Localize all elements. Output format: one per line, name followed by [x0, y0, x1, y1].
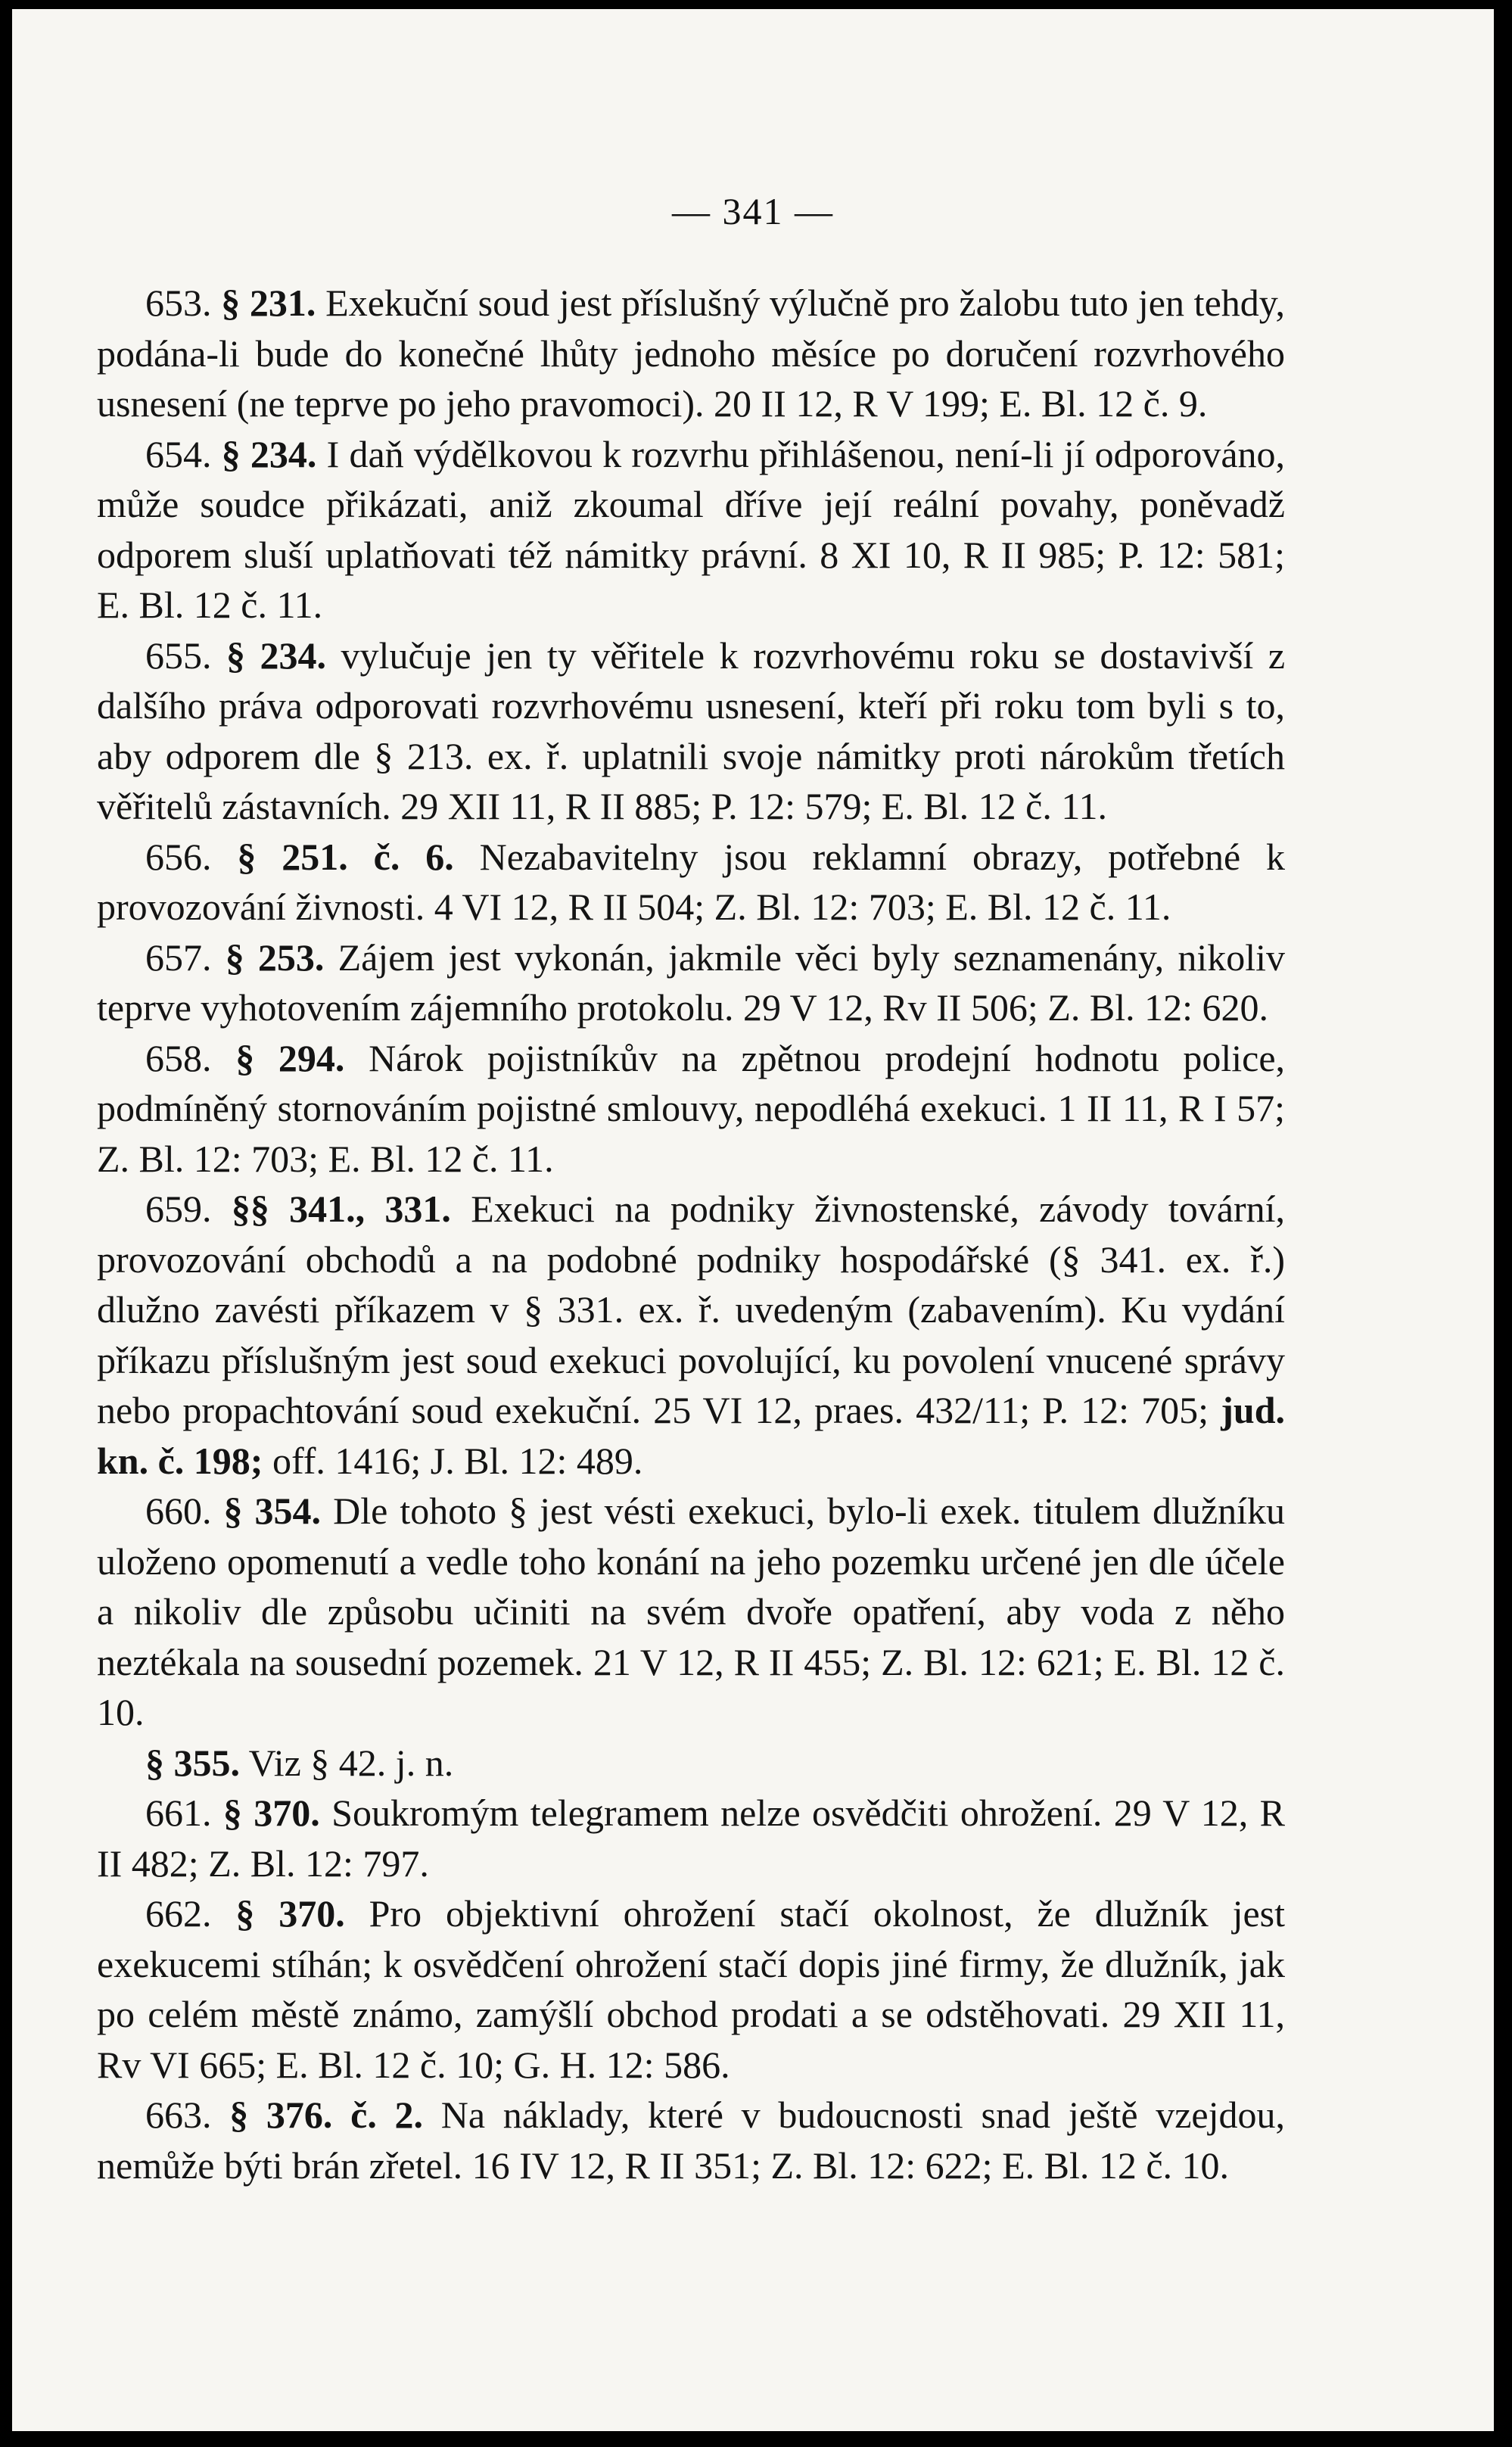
entry-number: 659.	[145, 1188, 212, 1230]
section-reference: § 234.	[221, 432, 317, 475]
entry-text: Soukromým telegramem nelze osvědčiti ohrožení. 29 V 12, R II 482; Z. Bl. 12: 797.	[97, 1792, 1286, 1885]
entry-text: Nárok pojistníkův na zpětnou prodejní hodnotu police, podmíněný stornováním pojistné smlouvy, nepodléhá exekuci. 1 II 11, R I 57; Z. Bl. 12: 703; E. Bl. 12 č. 11.	[97, 1036, 1286, 1180]
entry-number: 654.	[145, 432, 212, 475]
entry-659	[97, 1184, 1285, 1486]
entry-text: Viz § 42. j. n.	[248, 1741, 454, 1784]
entry-number: 653.	[145, 282, 212, 324]
entry-number: 663.	[145, 2094, 212, 2136]
entry-654	[97, 429, 1285, 630]
entry-657	[97, 932, 1285, 1033]
page-number: — 341 —	[672, 190, 834, 232]
entry-number: 656.	[145, 835, 212, 878]
entry-text: Pro objektivní ohrožení stačí okolnost, že dlužník jest exekucemi stíhán; k osvědčení ohrožení stačí dopis jiné firmy, že dlužník, jak po celém městě známo, zamýšlí obchod prodati a se odstěhovati. 29 XII 11, Rv VI 665; E. Bl. 12 č. 10; G. H. 12: 586.	[97, 1892, 1286, 2086]
book-page	[12, 9, 1494, 2431]
section-reference: § 294.	[235, 1036, 345, 1079]
section-reference: § 253.	[225, 936, 325, 979]
entry-number: 658.	[145, 1036, 212, 1079]
bold-reference: jud. kn. č. 198;	[97, 1389, 1285, 1482]
entry-text: Dle tohoto § jest vésti exekuci, bylo-li exek. titulem dlužníku uloženo opomenutí a vedle toho konání na jeho pozemku určené jen dle účele a nikoliv dle způsobu učiniti na svém dvoře opatření, aby voda z něho neztékala na sousední pozemek. 21 V 12, R II 455; Z. Bl. 12: 621; E. Bl. 12 č. 10.	[97, 1490, 1285, 1733]
entry-660	[97, 1486, 1285, 1738]
entry-text-continued: off. 1416; J. Bl. 12: 489.	[272, 1439, 643, 1482]
entry-661	[97, 1788, 1285, 1888]
entry-653	[97, 278, 1285, 429]
entry-text: Exekuci na podniky živnostenské, závody tovární, provozování obchodů a na podobné podniky hospodářské (§ 341. ex. ř.) dlužno zavésti příkazem v § 331. ex. ř. uvedeným (zabavením). Ku vydání příkazu příslušným jest soud exekuci povolující, ku povolení vnucené správy nebo propachtování soud exekuční. 25 VI 12, praes. 432/11; P. 12: 705;	[97, 1188, 1285, 1431]
entry-text: vylučuje jen ty věřitele k rozvrhovému roku se dostavivší z dalšího práva odporovati rozvrhovému usnesení, kteří při roku tom byli s to, aby odporem dle § 213. ex. ř. uplatnili svoje námitky proti nárokům třetích věřitelů zástavních. 29 XII 11, R II 885; P. 12: 579; E. Bl. 12 č. 11.	[97, 634, 1286, 827]
entry-662	[97, 1888, 1285, 2090]
entry-number: 655.	[145, 634, 212, 677]
entry-655	[97, 630, 1285, 832]
section-reference: § 370.	[235, 1892, 345, 1935]
page-body	[97, 278, 1285, 2190]
entry-663	[97, 2090, 1285, 2190]
entry-text: Zájem jest vykonán, jakmile věci byly seznamenány, nikoliv teprve vyhotovením zájemního protokolu. 29 V 12, Rv II 506; Z. Bl. 12: 620.	[97, 936, 1286, 1029]
entry-text: Nezabavitelny jsou reklamní obrazy, potřebné k provozování živnosti. 4 VI 12, R II 504; Z. Bl. 12: 703; E. Bl. 12 č. 11.	[97, 835, 1286, 928]
entry-text: Exekuční soud jest příslušný výlučně pro žalobu tuto jen tehdy, podána-li bude do konečné lhůty jednoho měsíce po doručení rozvrhového usnesení (ne teprve po jeho pravomoci). 20 II 12, R V 199; E. Bl. 12 č. 9.	[97, 282, 1286, 425]
section-reference: § 231.	[221, 282, 316, 324]
entry-text: Na náklady, které v budoucnosti snad ještě vzejdou, nemůže býti brán zřetel. 16 IV 12, R II 351; Z. Bl. 12: 622; E. Bl. 12 č. 10.	[97, 2094, 1286, 2187]
section-reference: § 370.	[222, 1792, 320, 1834]
entry-355-crossref	[97, 1738, 1285, 1789]
entry-number: 660.	[145, 1490, 212, 1532]
section-reference: § 251. č. 6.	[237, 835, 454, 878]
section-reference: § 354.	[223, 1490, 322, 1532]
entry-number: 657.	[145, 936, 212, 979]
entry-number: 662.	[145, 1892, 212, 1935]
entry-658	[97, 1033, 1285, 1185]
section-reference: § 234.	[226, 634, 327, 677]
entry-number: 661.	[145, 1792, 212, 1834]
entry-text: I daň výdělkovou k rozvrhu přihlášenou, není-li jí odporováno, může soudce přikázati, aniž zkoumal dříve její reální povahy, poněvadž odporem sluší uplatňovati též námitky právní. 8 XI 10, R II 985; P. 12: 581; E. Bl. 12 č. 11.	[97, 432, 1286, 626]
section-reference: §§ 341., 331.	[231, 1188, 451, 1230]
section-reference: § 355.	[145, 1741, 240, 1784]
section-reference: § 376. č. 2.	[229, 2094, 424, 2136]
entry-656	[97, 832, 1285, 932]
